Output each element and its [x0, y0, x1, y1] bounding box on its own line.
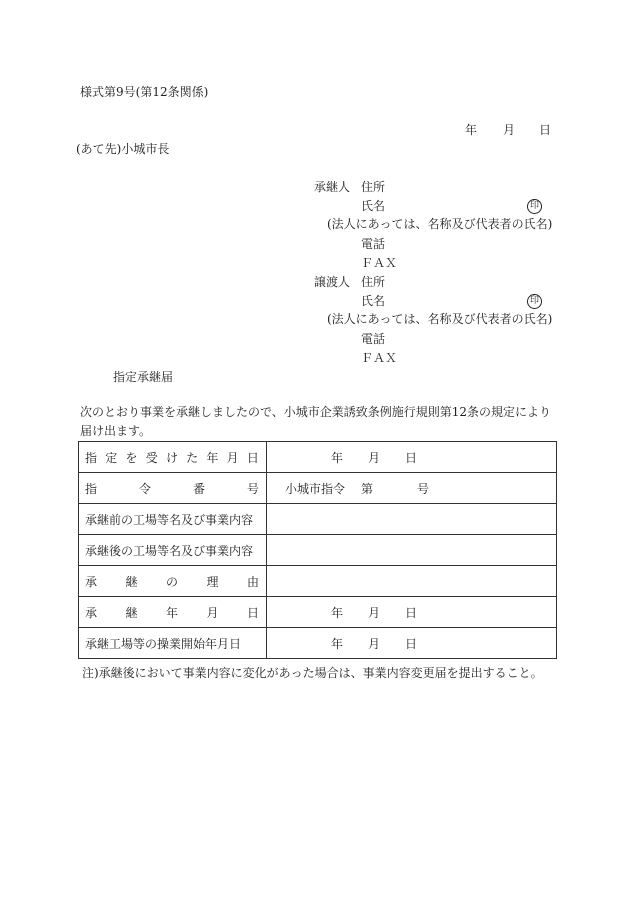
- successor-role: 承継人: [314, 180, 351, 194]
- transferor-fax-label: ＦＡＸ: [361, 351, 398, 365]
- table-row: [79, 442, 557, 473]
- date-month: 月: [503, 123, 516, 137]
- order-number-label: 指 令 番 号: [79, 473, 267, 504]
- succession-reason-label: 承 継 の 理 由: [79, 566, 267, 597]
- transferor-phone-label: 電話: [361, 332, 386, 346]
- operation-start-label: 承継工場等の操業開始年月日: [79, 628, 267, 659]
- succession-date-value[interactable]: 年 月 日: [267, 597, 557, 628]
- table-row: [79, 597, 557, 628]
- designation-date-label: 指 定 を 受 け た 年 月 日: [79, 442, 267, 473]
- after-succession-value[interactable]: [267, 535, 557, 566]
- transferor-role: 譲渡人: [314, 275, 351, 289]
- date-day: 日: [539, 123, 552, 137]
- table-row: [79, 535, 557, 566]
- transferor-name-label: 氏名: [361, 294, 386, 308]
- operation-start-value[interactable]: 年 月 日: [267, 628, 557, 659]
- form-number: 様式第9号(第12条関係): [80, 85, 209, 99]
- date-year: 年: [465, 123, 478, 137]
- designation-date-value[interactable]: 年 月 日: [267, 442, 557, 473]
- order-number-value[interactable]: 小城市指令 第 号: [267, 473, 557, 504]
- footnote: 注)承継後において事業内容に変化があった場合は、事業内容変更届を提出すること。: [82, 666, 543, 680]
- succession-reason-value[interactable]: [267, 566, 557, 597]
- body-text: 次のとおり事業を承継しましたので、小城市企業誘致条例施行規則第12条の規定により届け出ます。: [80, 405, 552, 438]
- table-row: [79, 628, 557, 659]
- before-succession-value[interactable]: [267, 504, 557, 535]
- doc-title: 指定承継届: [113, 370, 174, 384]
- before-succession-label: 承継前の工場等名及び事業内容: [79, 504, 267, 535]
- addressee: (あて先)小城市長: [76, 142, 170, 156]
- transferor-address-label: 住所: [361, 275, 386, 289]
- successor-seal-icon: 印: [527, 199, 542, 214]
- succession-table: [78, 441, 557, 659]
- table-row: [79, 473, 557, 504]
- successor-phone-label: 電話: [361, 237, 386, 251]
- transferor-seal-icon: 印: [527, 294, 542, 309]
- successor-fax-label: ＦＡＸ: [361, 256, 398, 270]
- transferor-corp-note: (法人にあっては、名称及び代表者の氏名): [327, 312, 553, 326]
- succession-date-label: 承 継 年 月 日: [79, 597, 267, 628]
- successor-name-label: 氏名: [361, 199, 386, 213]
- successor-address-label: 住所: [361, 180, 386, 194]
- successor-corp-note: (法人にあっては、名称及び代表者の氏名): [327, 217, 553, 231]
- after-succession-label: 承継後の工場等名及び事業内容: [79, 535, 267, 566]
- table-row: [79, 566, 557, 597]
- table-row: [79, 504, 557, 535]
